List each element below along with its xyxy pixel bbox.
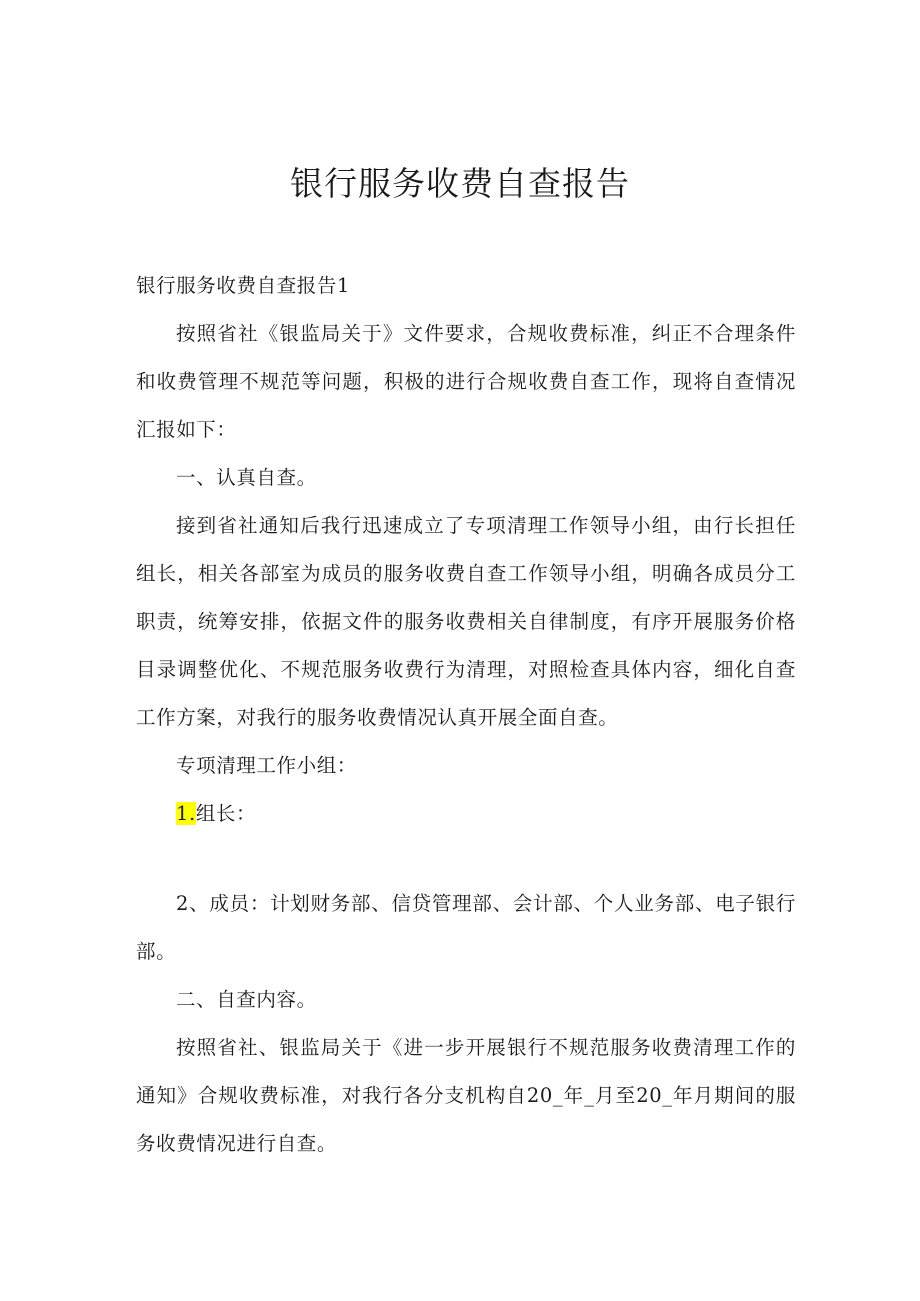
section1-paragraph: 接到省社通知后我行迅速成立了专项清理工作领导小组，由行长担任组长，相关各部室为成员的服务收费自查工作领导小组，明确各成员分工职责，统筹安排，依据文件的服务收费相关自律制度，有序开展服务价格目录调整优化、不规范服务收费行为清理，对照检查具体内容，细化自查工作方案，对我行的服务收费情况认真开展全面自查。 (136, 514, 796, 729)
document-body (136, 262, 796, 1168)
list-item-leader-text: 组长： (195, 802, 257, 825)
section2-paragraph: 按照省社、银监局关于《进一步开展银行不规范服务收费清理工作的通知》合规收费标准，对我行各分支机构自20_年_月至20_年月期间的服务收费情况进行自查。 (136, 1036, 796, 1155)
section2-heading: 二、自查内容。 (176, 988, 317, 1011)
list-item-members: 2、成员：计划财务部、信贷管理部、会计部、个人业务部、电子银行部。 (136, 892, 796, 963)
document-title: 银行服务收费自查报告 (290, 164, 630, 203)
intro-paragraph: 按照省社《银监局关于》文件要求，合规收费标准，纠正不合理条件和收费管理不规范等问题，积极的进行合规收费自查工作，现将自查情况汇报如下： (136, 322, 796, 441)
section1-heading: 一、认真自查。 (176, 466, 317, 489)
report-subtitle: 银行服务收费自查报告1 (136, 274, 351, 297)
highlighted-number: 1. (176, 802, 196, 825)
group-heading: 专项清理工作小组： (176, 754, 357, 777)
blank-line (136, 838, 796, 880)
list-item-leader (136, 790, 796, 838)
